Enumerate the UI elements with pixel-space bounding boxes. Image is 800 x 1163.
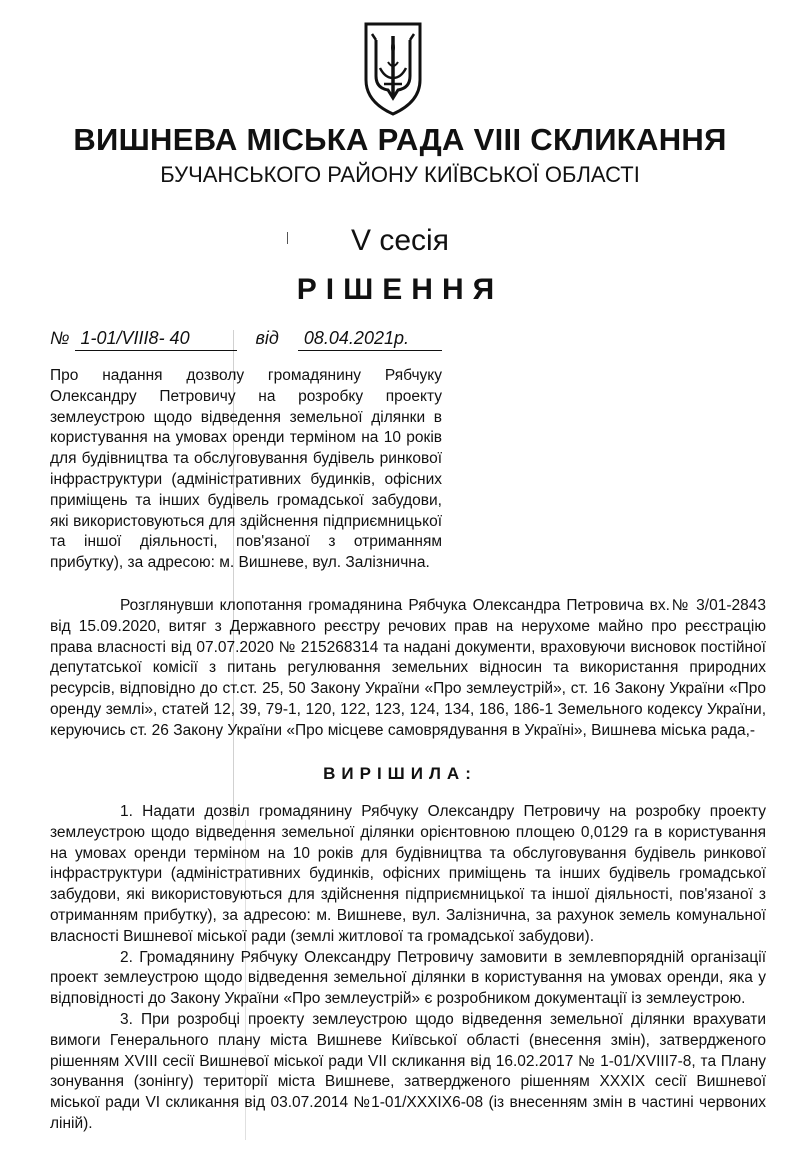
date-prefix: від <box>255 328 279 348</box>
resolution-item-1: 1. Надати дозвіл громадянину Рябчуку Олександру Петровичу на розробку проекту землеустрою щодо відведення земельної ділянки орієнтовною площею 0,0129 га в користування на умовах оренди терміном на 10 років для будівництва та обслуговування будівель ринкової інфраструктури (адміністративних будинків, офісних приміщень та інших будівель громадської забудови, які використовуються для здійснення підприємницької та іншої діяльності, пов'язаної з отриманням прибутку), за адресою: м. Вишневе, вул. Залізнична, за рахунок земель комунальної власності Вишневої міської ради (землі житлової та громадської забудови). <box>50 803 766 945</box>
council-title: ВИШНЕВА МІСЬКА РАДА VIII СКЛИКАННЯ <box>73 122 727 157</box>
council-subtitle: БУЧАНСЬКОГО РАЙОНУ КИЇВСЬКОЇ ОБЛАСТІ <box>160 162 640 187</box>
paper-fold-line <box>245 820 246 1140</box>
resolution-items <box>50 802 766 1135</box>
preamble-paragraph: Розглянувши клопотання громадянина Рябчука Олександра Петровича вх.№ 3/01-2843 від 15.09.2020, витяг з Державного реєстру речових прав на нерухоме майно про реєстрацію права власності від 07.07.2020 № 215268314 та надані документи, враховуючи висновок постійної депутатської комісії з питань регулювання земельних відносин та використання природних ресурсів, відповідно до ст.ст. 25, 50 Закону України «Про землеустрій», ст. 16 Закону України «Про оренду землі», статей 12, 39, 79-1, 120, 122, 123, 124, 134, 186, 186-1 Земельного кодексу України, керуючись ст. 26 Закону України «Про місцеве самоврядування в Україні», Вишнева міська рада,- <box>50 597 766 739</box>
trident-coat-of-arms-icon <box>358 18 428 118</box>
decision-number-line <box>50 326 442 351</box>
number-prefix: № <box>50 328 70 348</box>
document-type-heading: РІШЕННЯ <box>296 273 504 306</box>
resolved-heading: ВИРІШИЛА: <box>323 764 477 783</box>
decision-date: 08.04.2021р. <box>298 326 442 351</box>
decision-number: 1-01/VIII8- 40 <box>75 326 237 351</box>
session-label: V сесія <box>351 224 449 257</box>
resolution-item-2: 2. Громадянину Рябчуку Олександру Петровичу замовити в землевпорядній організації проект землеустрою щодо відведення земельної ділянки в користування на умовах оренди, яка у відповідності до Закону України «Про землеустрій» є розробником документації із землеустрою. <box>50 948 766 1008</box>
decision-subject: Про надання дозволу громадянину Рябчуку Олександру Петровичу на розробку проекту землеустрою щодо відведення земельної ділянки в користування на умовах оренди терміном на 10 років для будівництва та обслуговування будівель ринкової інфраструктури (адміністративних будинків, офісних приміщень та інших будівель громадської забудови, які використовуються для здійснення підприємницької та іншої діяльності, пов'язаної з отриманням прибутку), за адресою: м. Вишневе, вул. Залізнична. <box>50 367 442 572</box>
resolution-item-3: 3. При розробці проекту землеустрою щодо відведення земельної ділянки врахувати вимоги Генерального плану міста Вишневе Київської області (внесення змін), затвердженого рішенням XVIII сесії Вишневої міської ради VII скликання від 16.02.2017 № 1-01/XVIII7-8, та Плану зонування (зонінгу) території міста Вишневе, затвердженого рішенням XXXIX сесії Вишневої міської ради VI скликання від 03.07.2014 №1-01/XXXIX6-08 (із внесенням змін в частині червоних ліній). <box>50 1010 766 1132</box>
paper-fold-line <box>233 330 234 830</box>
